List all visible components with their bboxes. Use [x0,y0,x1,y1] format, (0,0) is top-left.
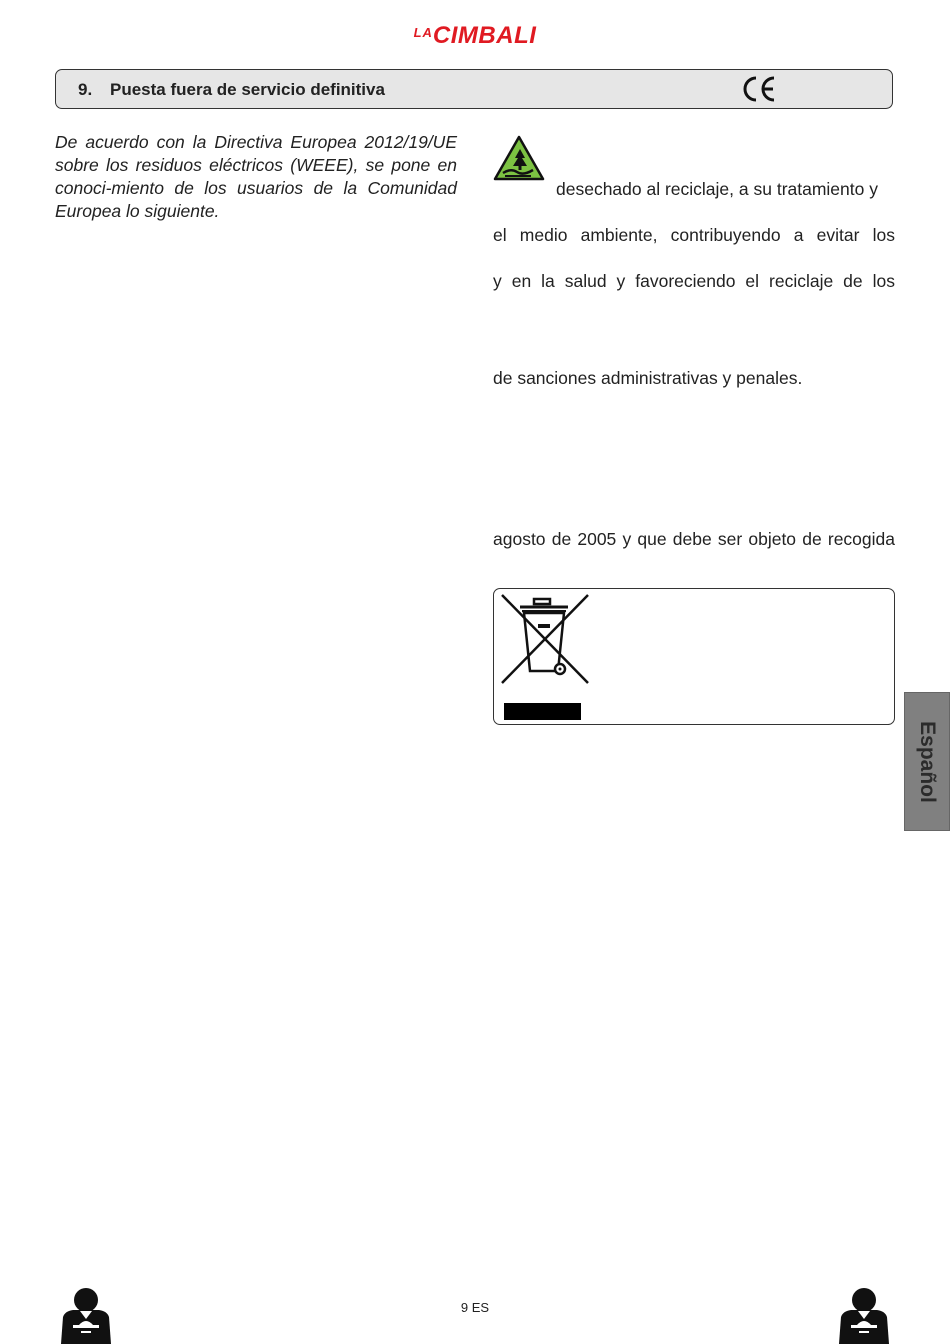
waiter-icon [833,1287,895,1344]
intro-paragraph: De acuerdo con la Directiva Europea 2012/19/UE sobre los residuos eléctricos (WEEE), se pone en conoci-miento de los usuarios de la Comunidad Europea lo siguiente. [55,132,457,221]
waiter-icon [55,1287,117,1344]
weee-black-bar [504,703,581,720]
language-tab [904,692,950,831]
page-number: 9 ES [460,1300,490,1315]
ce-mark-icon [739,74,779,104]
logo-prefix: LA [413,25,433,40]
language-tab-label: Español [916,720,939,803]
body-line-2: el medio ambiente, contribuyendo a evitar los [493,225,895,245]
body-line-1: desechado al reciclaje, a su tratamiento y [556,179,878,199]
brand-logo [0,22,950,50]
environment-warning-icon [493,135,545,181]
crossed-out-wheelie-bin-icon [500,593,590,685]
body-line-3: y en la salud y favoreciendo el reciclaje de los [493,271,895,291]
logo-name: CIMBALI [432,22,537,49]
section-header [55,69,893,109]
section-title: Puesta fuera de servicio definitiva [110,80,385,99]
section-number: 9. [78,80,93,99]
body-line-5: agosto de 2005 y que debe ser objeto de recogida [493,529,895,549]
weee-box [493,588,895,725]
body-line-4: de sanciones administrativas y penales. [493,368,803,388]
